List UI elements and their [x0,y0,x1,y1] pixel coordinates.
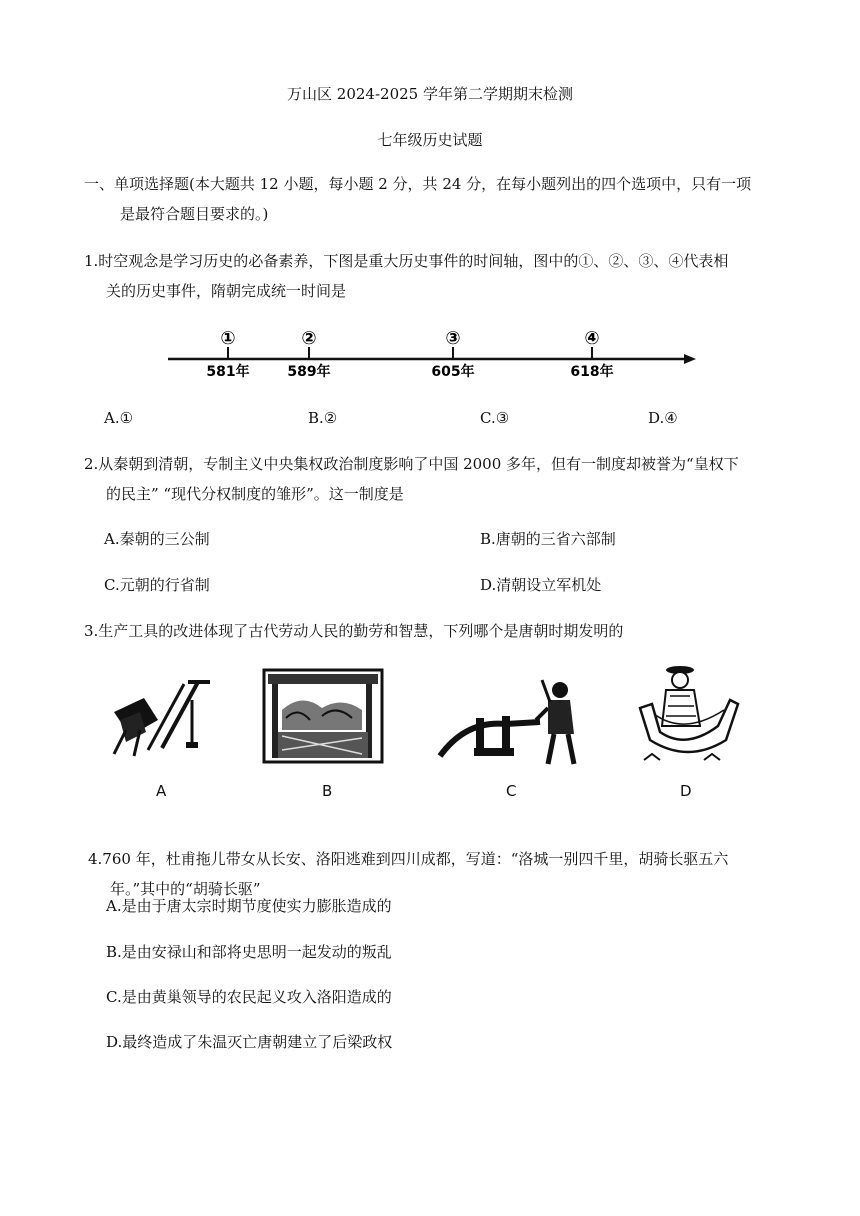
tool-image-b [262,660,384,800]
timeline-mark-2 [287,328,330,380]
q4-option-c: C.是由黄巢领导的农民起义攻入洛阳造成的 [106,988,392,1006]
figure-illustration-d [634,660,744,770]
q2-option-b: B.唐朝的三省六部制 [480,530,616,548]
plow-illustration-c [436,660,606,770]
q2-option-d: D.清朝设立军机处 [480,576,602,594]
page-subtitle: 七年级历史试题 [377,131,483,149]
timeline-mark-3 [431,328,474,380]
section-heading-line1: 一、单项选择题(本大题共 12 小题，每小题 2 分，共 24 分，在每小题列出的四个选项中，只有一项 [84,175,752,193]
q2-stem-line1: 2.从秦朝到清朝，专制主义中央集权政治制度影响了中国 2000 多年，但有一制度却被誉为“皇权下 [84,455,739,473]
timeline-mark-4 [570,328,613,380]
svg-text:①: ① [220,328,236,349]
q4-option-d: D.最终造成了朱温灭亡唐朝建立了后梁政权 [106,1033,393,1051]
timeline-figure [160,322,700,382]
page-title: 万山区 2024-2025 学年第二学期期末检测 [287,85,573,103]
q3-stem-line1: 3.生产工具的改进体现了古代劳动人民的勤劳和智慧，下列哪个是唐朝时期发明的 [84,622,624,640]
svg-text:③: ③ [445,328,461,349]
tool-image-c-label: C [506,782,517,800]
q4-option-a: A.是由于唐太宗时期节度使实力膨胀造成的 [106,897,392,915]
svg-text:④: ④ [584,328,600,349]
tool-image-c [436,660,606,800]
tool-image-a-label: A [156,782,167,800]
q2-stem-line2: 的民主” “现代分权制度的雏形”。这一制度是 [106,485,404,503]
svg-text:589年: 589年 [287,364,331,380]
q1-stem-line1: 1.时空观念是学习历史的必备素养，下图是重大历史事件的时间轴，图中的①、②、③、④代表相 [84,252,729,270]
q1-option-c: C.③ [480,409,510,427]
tool-image-a [100,660,220,800]
q4-option-b: B.是由安禄山和部将史思明一起发动的叛乱 [106,943,392,961]
tool-image-d-label: D [680,782,692,800]
timeline-arrowhead [684,354,696,364]
plow-illustration-a [100,660,220,770]
q1-stem-line2: 关的历史事件，隋朝完成统一时间是 [106,282,347,300]
svg-text:618年: 618年 [570,364,614,380]
q4-stem-line1: 4.760 年，杜甫拖儿带女从长安、洛阳逃难到四川成都，写道：“洛城一别四千里，胡骑长驱五六 [88,850,729,868]
tool-image-b-label: B [322,782,333,800]
q1-option-a: A.① [104,409,134,427]
svg-text:605年: 605年 [431,364,475,380]
q4-stem-line2: 年。”其中的“胡骑长驱” [110,880,261,898]
q1-option-d: D.④ [648,409,678,427]
q1-option-b: B.② [308,409,338,427]
tool-image-d [634,660,744,800]
svg-text:②: ② [301,328,317,349]
timeline-mark-1 [206,328,249,380]
svg-text:581年: 581年 [206,364,250,380]
woodcut-illustration-b [262,660,384,770]
q2-option-c: C.元朝的行省制 [104,576,210,594]
q2-option-a: A.秦朝的三公制 [104,530,210,548]
section-heading-line2: 是最符合题目要求的。) [120,205,269,223]
